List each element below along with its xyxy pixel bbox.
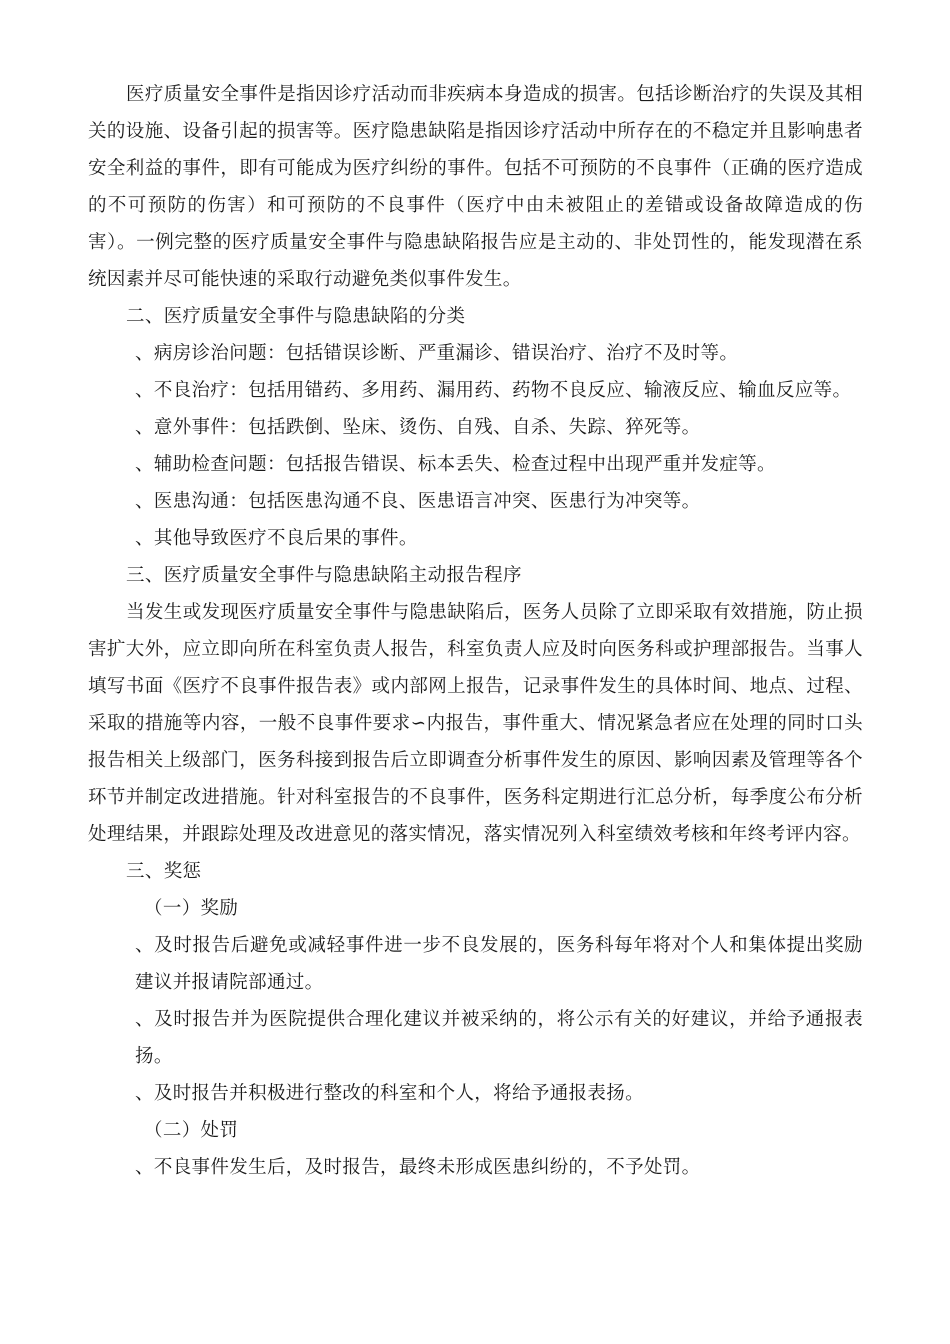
list-item: 、病房诊治问题：包括错误诊断、严重漏诊、错误治疗、治疗不及时等。 [135,343,739,364]
section2-heading: 二、医疗质量安全事件与隐患缺陷的分类 [126,306,466,327]
reward-heading: （一）奖励 [144,898,239,919]
list-item: 、其他导致医疗不良后果的事件。 [135,528,418,549]
reward-item: 、及时报告后避免或减轻事件进一步不良发展的，医务科每年将对个人和集体提出奖励建议并报请院部通过。 [135,935,863,993]
list-item: 、意外事件：包括跌倒、坠床、烫伤、自残、自杀、失踪、猝死等。 [135,417,701,438]
penalty-item: 、不良事件发生后，及时报告，最终未形成医患纠纷的，不予处罚。 [135,1157,701,1178]
intro-paragraph: 医疗质量安全事件是指因诊疗活动而非疾病本身造成的损害。包括诊断治疗的失误及其相关的设施、设备引起的损害等。医疗隐患缺陷是指因诊疗活动中所存在的不稳定并且影响患者安全利益的事件，即有可能成为医疗纠纷的事件。包括不可预防的不良事件（正确的医疗造成的不可预防的伤害）和可预防的不良事件（医疗中由未被阻止的差错或设备故障造成的伤害）。一例完整的医疗质量安全事件与隐患缺陷报告应是主动的、非处罚性的，能发现潜在系统因素并尽可能快速的采取行动避免类似事件发生。 [88,84,863,290]
list-item: 、不良治疗：包括用错药、多用药、漏用药、药物不良反应、输液反应、输血反应等。 [135,380,852,401]
reward-item: 、及时报告并为医院提供合理化建议并被采纳的，将公示有关的好建议，并给予通报表扬。 [135,1009,863,1067]
section3-body: 当发生或发现医疗质量安全事件与隐患缺陷后，医务人员除了立即采取有效措施，防止损害扩大外，应立即向所在科室负责人报告，科室负责人应及时向医务科或护理部报告。当事人填写书面《医疗不良事件报告表》或内部网上报告，记录事件发生的具体时间、地点、过程、采取的措施等内容，一般不良事件要求∽内报告，事件重大、情况紧急者应在处理的同时口头报告相关上级部门，医务科接到报告后立即调查分析事件发生的原因、影响因素及管理等各个环节并制定改进措施。针对科室报告的不良事件，医务科定期进行汇总分析，每季度公布分析处理结果，并跟踪处理及改进意见的落实情况，落实情况列入科室绩效考核和年终考评内容。 [88,602,863,845]
reward-item: 、及时报告并积极进行整改的科室和个人，将给予通报表扬。 [135,1083,644,1104]
list-item: 、医患沟通：包括医患沟通不良、医患语言冲突、医患行为冲突等。 [135,491,701,512]
section4-heading: 三、奖惩 [126,861,202,882]
document-page [88,76,863,1186]
penalty-heading: （二）处罚 [144,1120,239,1141]
list-item: 、辅助检查问题：包括报告错误、标本丢失、检查过程中出现严重并发症等。 [135,454,776,475]
section3-heading: 三、医疗质量安全事件与隐患缺陷主动报告程序 [126,565,522,586]
